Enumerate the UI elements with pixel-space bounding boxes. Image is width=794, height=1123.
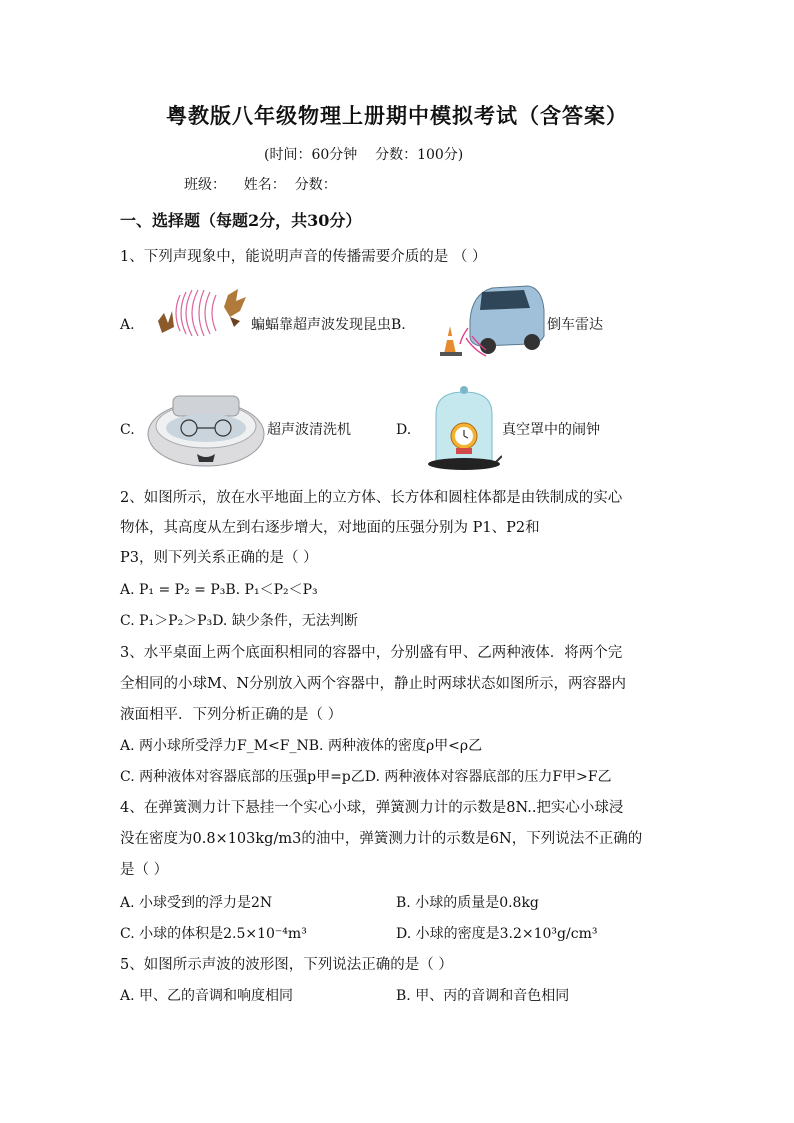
- q1-option-c-text: 超声波清洗机: [267, 422, 351, 438]
- q3-options-c-d: C. 两种液体对容器底部的压强p甲=p乙D. 两种液体对容器底部的压力F甲>F乙: [120, 769, 612, 785]
- student-info-line: 班级： 姓名： 分数：: [184, 177, 337, 193]
- q1-option-d-letter: D.: [396, 422, 412, 438]
- question-3-line-3: 液面相平．下列分析正确的是（ ）: [120, 707, 343, 723]
- question-2-line-1: 2、如图所示，放在水平地面上的立方体、长方体和圆柱体都是由铁制成的实心: [120, 490, 623, 506]
- question-2-line-3: P3，则下列关系正确的是（ ）: [120, 550, 318, 566]
- q2-options-a-b: A. P₁ = P₂ = P₃B. P₁＜P₂＜P₃: [120, 582, 318, 598]
- question-4-line-2: 没在密度为0.8×103kg/m3的油中，弹簧测力计的示数是6N，下列说法不正确的: [120, 831, 643, 847]
- q1-option-c-letter: C.: [120, 422, 135, 438]
- question-4-line-1: 4、在弹簧测力计下悬挂一个实心小球，弹簧测力计的示数是8N..把实心小球浸: [120, 800, 624, 816]
- q3-options-a-b: A. 两小球所受浮力F_M<F_NB. 两种液体的密度ρ甲<ρ乙: [120, 738, 483, 754]
- q1-option-b-text: 倒车雷达: [547, 317, 603, 333]
- bat-ultrasound-image: [150, 287, 250, 339]
- q5-option-b: B. 甲、丙的音调和音色相同: [396, 988, 570, 1004]
- car-reverse-radar-image: [432, 280, 548, 358]
- q4-option-c: C. 小球的体积是2.5×10⁻⁴m³: [120, 926, 307, 942]
- q4-option-b: B. 小球的质量是0.8kg: [396, 895, 539, 911]
- question-5-stem: 5、如图所示声波的波形图，下列说法正确的是（ ）: [120, 957, 453, 973]
- q2-options-c-d: C. P₁＞P₂＞P₃D. 缺少条件，无法判断: [120, 613, 358, 629]
- q5-option-a: A. 甲、乙的音调和响度相同: [120, 988, 294, 1004]
- question-3-line-1: 3、水平桌面上两个底面积相同的容器中，分别盛有甲、乙两种液体．将两个完: [120, 645, 623, 661]
- q1-option-d-text: 真空罩中的闹钟: [502, 422, 600, 438]
- q4-option-a: A. 小球受到的浮力是2N: [120, 895, 273, 911]
- page-title: 粤教版八年级物理上册期中模拟考试（含答案）: [166, 103, 628, 128]
- exam-time-score: (时间：60分钟 分数：100分): [264, 147, 464, 163]
- q4-option-d: D. 小球的密度是3.2×10³g/cm³: [396, 926, 598, 942]
- vacuum-bell-jar-image: [426, 384, 502, 472]
- q1-option-a-text: 蝙蝠靠超声波发现昆虫B.: [251, 317, 406, 333]
- q1-option-a-letter: A.: [120, 317, 135, 333]
- question-3-line-2: 全相同的小球M、N分别放入两个容器中，静止时两球状态如图所示，两容器内: [120, 676, 627, 692]
- question-4-line-3: 是（ ）: [120, 862, 169, 878]
- question-2-line-2: 物体，其高度从左到右逐步增大，对地面的压强分别为 P1、P2和: [120, 520, 540, 536]
- question-1-stem: 1、下列声现象中，能说明声音的传播需要介质的是 （ ）: [120, 249, 487, 265]
- section-heading: 一、选择题（每题2分，共30分）: [120, 211, 362, 230]
- ultrasonic-cleaner-image: [145, 390, 267, 470]
